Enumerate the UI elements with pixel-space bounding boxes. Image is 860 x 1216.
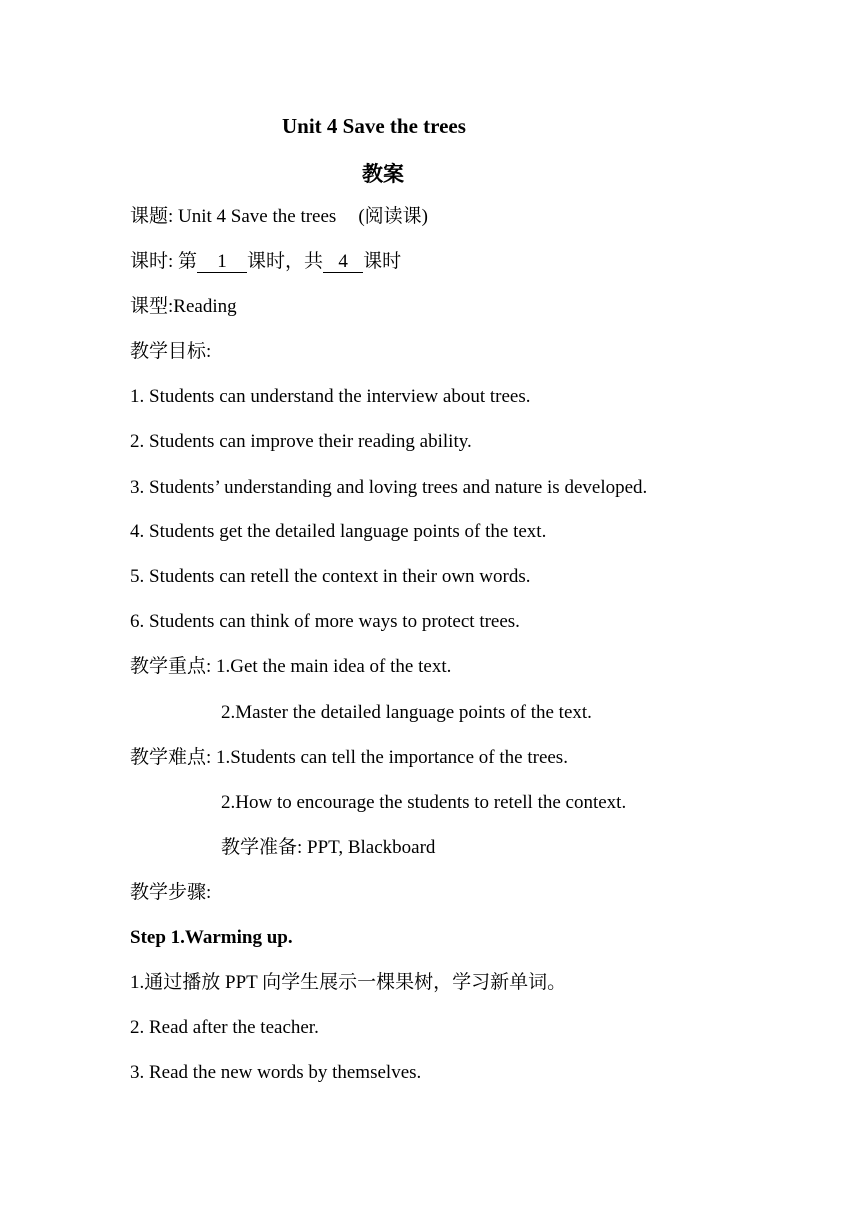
difficulty-item: 2.How to encourage the students to retell the context. (221, 792, 627, 813)
difficulty-item: 1.Students can tell the importance of the trees. (216, 747, 568, 768)
steps-heading: 教学步骤: (130, 882, 212, 903)
key-point-item: 2.Master the detailed language points of the text. (221, 702, 592, 723)
lesson-type: 课型:Reading (130, 296, 237, 317)
preparation-line: 教学准备: PPT, Blackboard (221, 837, 436, 858)
objective-item: 5. Students can retell the context in their own words. (130, 566, 531, 587)
step1-item: 2. Read after the teacher. (130, 1017, 319, 1038)
topic-value: Unit 4 Save the trees (178, 206, 337, 227)
topic-label: 课题: (130, 206, 179, 227)
step1-item: 3. Read the new words by themselves. (130, 1062, 422, 1083)
objective-item: 6. Students can think of more ways to protect trees. (130, 611, 520, 632)
objective-item: 4. Students get the detailed language points of the text. (130, 521, 547, 542)
difficulties-line (130, 746, 568, 770)
period-pre: 第 (178, 251, 198, 272)
period-mid: 课时，共 (247, 251, 324, 272)
objective-item: 1. Students can understand the interview about trees. (130, 386, 531, 407)
objective-item: 2. Students can improve their reading ability. (130, 431, 472, 452)
topic-line (130, 205, 428, 229)
document-title: Unit 4 Save the trees (282, 114, 466, 138)
step1-item: 1.通过播放 PPT 向学生展示一棵果树，学习新单词。 (130, 972, 567, 993)
key-points-line (130, 655, 451, 679)
step1-heading: Step 1.Warming up. (130, 927, 293, 948)
period-post: 课时 (363, 251, 402, 272)
difficulties-label: 教学难点: (130, 747, 217, 768)
period-line (130, 250, 401, 274)
period-number-current: 1 (197, 252, 247, 273)
period-label: 课时: (130, 251, 179, 272)
objectives-heading: 教学目标: (130, 341, 212, 362)
topic-note: (阅读课) (358, 206, 428, 227)
period-number-total: 4 (323, 252, 363, 273)
document-subtitle: 教案 (362, 162, 404, 186)
objective-item: 3. Students’ understanding and loving trees and nature is developed. (130, 477, 648, 498)
key-points-label: 教学重点: (130, 656, 217, 677)
key-point-item: 1.Get the main idea of the text. (216, 656, 452, 677)
